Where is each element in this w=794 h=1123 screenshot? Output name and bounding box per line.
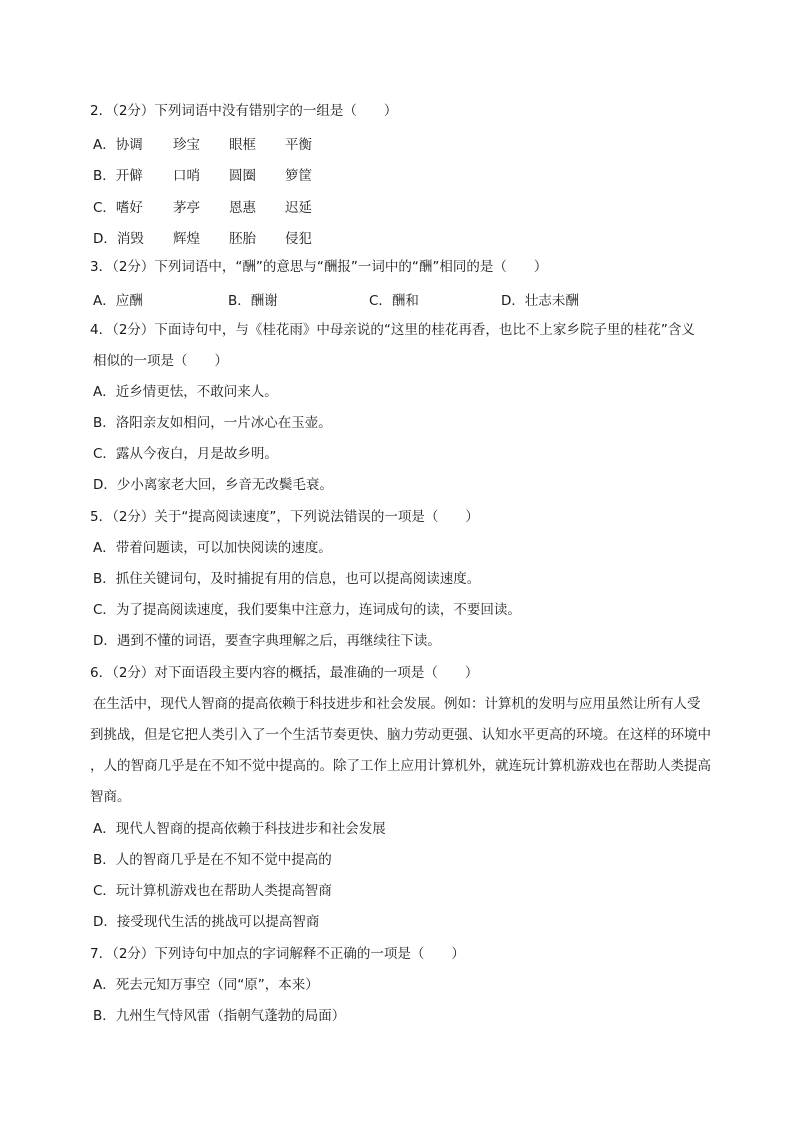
q5-option-a: A．带着问题读，可以加快阅读的速度。 [93, 540, 332, 556]
q6-option-d: D．接受现代生活的挑战可以提高智商 [93, 914, 320, 930]
q2-option-d-label: D．消毁 [93, 231, 144, 247]
q4-option-c: C．露从今夜白，月是故乡明。 [93, 446, 278, 462]
question-4-stem [90, 321, 695, 339]
q4-option-d: D．少小离家老大回，乡音无改鬓毛衰。 [93, 477, 333, 493]
q2-option-c-word-2: 茅亭 [173, 200, 200, 216]
q3-option-b: B．酬谢 [228, 293, 278, 309]
question-4-stem-continued: 相似的一项是（ ） [93, 353, 228, 369]
q2-option-c-word-4: 迟延 [285, 200, 312, 216]
q3-option-c: C．酬和 [369, 293, 419, 309]
q2-option-d-word-3: 胚胎 [229, 231, 256, 247]
q3-option-a: A．应酬 [93, 293, 143, 309]
q2-option-a-word-2: 珍宝 [173, 137, 200, 153]
q2-option-b-word-3: 圆圈 [229, 168, 256, 184]
q2-option-b-label: B．开僻 [93, 168, 143, 184]
q2-option-c-label: C．嗜好 [93, 200, 143, 216]
q6-passage-line-2: 到挑战，但是它把人类引入了一个生活节奏更快、脑力劳动更强、认知水平更高的环境。在这样的环境中 [90, 727, 711, 743]
q4-option-b: B．洛阳亲友如相问，一片冰心在玉壶。 [93, 415, 332, 431]
q7-option-b: B．九州生气恃风雷（指朝气蓬勃的局面） [93, 1008, 346, 1024]
q6-passage-line-4: 智商。 [90, 789, 131, 805]
q2-option-a-label: A．协调 [93, 137, 143, 153]
q2-option-d-word-2: 辉煌 [173, 231, 200, 247]
q5-option-c: C．为了提高阅读速度，我们要集中注意力，连词成句的读，不要回读。 [93, 602, 521, 618]
question-7-stem: 7．（2分）下列诗句中加点的字词解释不正确的一项是（ ） [90, 946, 465, 962]
q2-option-d-word-4: 侵犯 [285, 231, 312, 247]
q7-option-a: A．死去元知万事空（同“原”，本来） [93, 977, 319, 993]
question-6-stem: 6．（2分）对下面语段主要内容的概括，最准确的一项是（ ） [90, 665, 479, 681]
q2-option-b-word-4: 箩筐 [285, 168, 312, 184]
q5-option-b: B．抓住关键词句，及时捕捉有用的信息，也可以提高阅读速度。 [93, 571, 481, 587]
q2-option-a-word-3: 眼框 [229, 137, 256, 153]
question-3-stem: 3．（2分）下列词语中，“酬”的意思与“酬报”一词中的“酬”相同的是（ ） [90, 259, 548, 275]
question-4-stem-part-3: ，也比不上家乡院子里的桂花”含义 [485, 322, 695, 338]
question-4-stem-part-1: 4．（2分）下面诗句中，与《桂花雨》中母亲说的“ [90, 322, 391, 338]
q6-option-a: A．现代人智商的提高依赖于科技进步和社会发展 [93, 821, 386, 837]
question-5-stem: 5．（2分）关于“提高阅读速度”，下列说法错误的一项是（ ） [90, 509, 479, 525]
question-2-stem: 2．（2分）下列词语中没有错别字的一组是（ ） [90, 103, 398, 119]
q3-option-d: D．壮志未酬 [501, 293, 579, 309]
q2-option-c-word-3: 恩惠 [229, 200, 256, 216]
q2-option-a-word-4: 平衡 [285, 137, 312, 153]
question-4-stem-quote: 这里的桂花再香 [390, 322, 486, 338]
q6-passage-line-1: 在生活中，现代人智商的提高依赖于科技进步和社会发展。例如：计算机的发明与应用虽然让所有人受 [93, 696, 701, 712]
q6-passage-line-3: ，人的智商几乎是在不知不觉中提高的。除了工作上应用计算机外，就连玩计算机游戏也在帮助人类提高 [90, 758, 711, 774]
q5-option-d: D．遇到不懂的词语，要查字典理解之后，再继续往下读。 [93, 633, 441, 649]
q6-option-b: B．人的智商几乎是在不知不觉中提高的 [93, 852, 332, 868]
q4-option-a: A．近乡情更怯，不敢问来人。 [93, 384, 278, 400]
q2-option-b-word-2: 口哨 [173, 168, 200, 184]
q6-option-c: C．玩计算机游戏也在帮助人类提高智商 [93, 883, 332, 899]
